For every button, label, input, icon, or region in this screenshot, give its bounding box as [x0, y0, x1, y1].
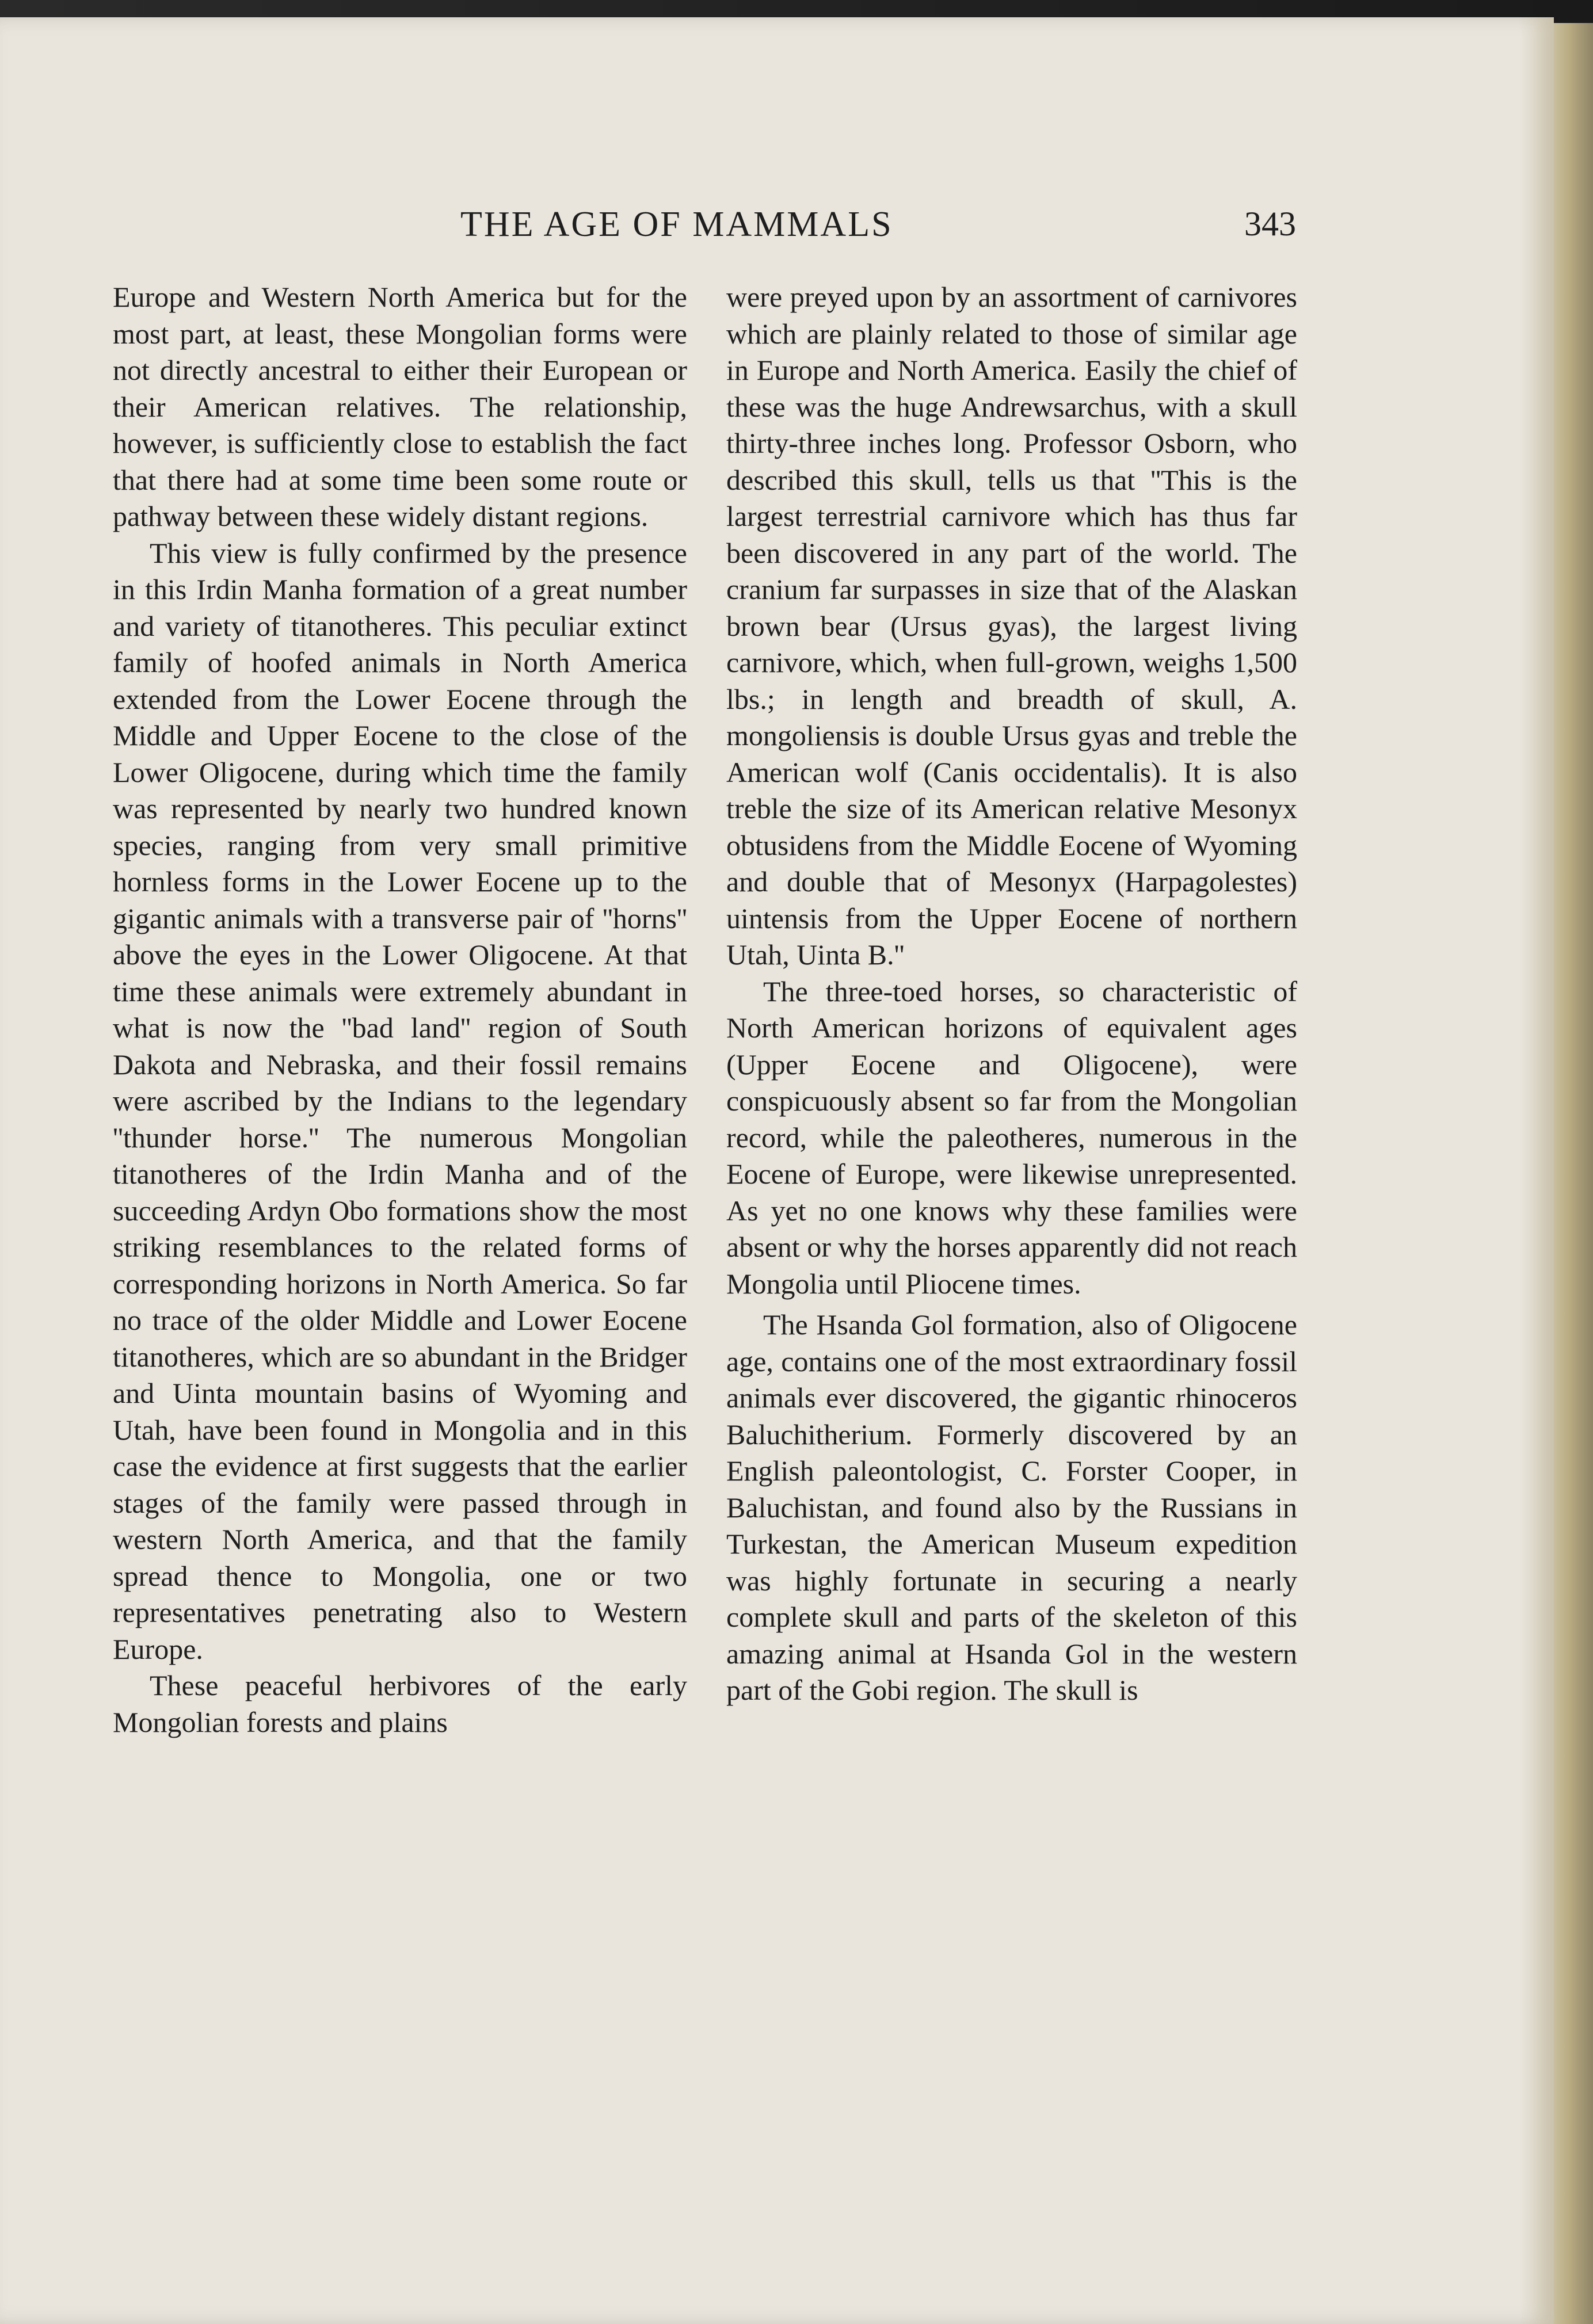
- running-title: THE AGE OF MAMMALS: [460, 205, 893, 244]
- paragraph: These peaceful herbivores of the early Mongolian forests and plains: [113, 1669, 687, 1738]
- paragraph: Europe and Western North America but for the most part, at least, these Mongolian forms were not directly ancestral to either their European or their American relatives. The relationship, however, is sufficiently close to establish the fact that there had at some time been some route or pathway between these widely distant regions.: [113, 281, 687, 532]
- paragraph: were preyed upon by an assortment of carnivores which are plainly related to those of similar age in Europe and North America. Easily the chief of these was the huge Andrewsarchus, with a skull thirty-three inches long. Professor Osborn, who described this skull, tells us that ''This is the largest terrestrial carnivore which has thus far been discovered in any part of the world. The cranium far surpasses in size that of the Alaskan brown bear (Ursus gyas), the largest living carnivore, which, when full-grown, weighs 1,500 lbs.; in length and breadth of skull, A. mongoliensis is double Ursus gyas and treble the American wolf (Canis occidentalis). It is also treble the size of its American relative Mesonyx obtusidens from the Middle Eocene of Wyoming and double that of Mesonyx (Harpagolestes) uintensis from the Upper Eocene of northern Utah, Uinta B.'': [726, 281, 1297, 971]
- page-fold-shadow: [1519, 17, 1554, 2324]
- paragraph: The three-toed horses, so characteristic of North American horizons of equivalent ages (Upper Eocene and Oligocene), were conspicuously absent so far from the Mongolian record, while the paleotheres, numerous in the Eocene of Europe, were likewise unrepresented. As yet no one knows why these families were absent or why the horses apparently did not reach Mongolia until Pliocene times.: [726, 975, 1297, 1300]
- page-edge: [1554, 23, 1593, 2324]
- paragraph: This view is fully confirmed by the presence in this Irdin Manha formation of a great number and variety of titanotheres. This peculiar extinct family of hoofed animals in North America extended from the Lower Eocene through the Middle and Upper Eocene to the close of the Lower Oligocene, during which time the family was represented by nearly two hundred known species, ranging from very small primitive hornless forms in the Lower Eocene up to the gigantic animals with a transverse pair of ''horns'' above the eyes in the Lower Oligocene. At that time these animals were extremely abundant in what is now the ''bad land'' region of South Dakota and Nebraska, and their fossil remains were ascribed by the Indians to the legendary ''thunder horse.'' The numerous Mongolian titanotheres of the Irdin Manha and of the succeeding Ardyn Obo formations show the most striking resemblances to the related forms of corresponding horizons in North America. So far no trace of the older Middle and Lower Eocene titanotheres, which are so abundant in the Bridger and Uinta mountain basins of Wyoming and Utah, have been found in Mongolia and in this case the evidence at first suggests that the earlier stages of the family were passed through in western North America, and that the family spread thence to Mongolia, one or two representatives penetrating also to Western Europe.: [113, 536, 687, 1665]
- page-number: 343: [1244, 205, 1296, 243]
- page-header: [0, 204, 1554, 250]
- right-column: [726, 279, 1297, 1709]
- paragraph: The Hsanda Gol formation, also of Oligocene age, contains one of the most extraordinary fossil animals ever discovered, the gigantic rhinoceros Baluchitherium. Formerly discovered by an English paleontologist, C. Forster Cooper, in Baluchistan, and found also by the Russians in Turkestan, the American Museum expedition was highly fortunate in securing a nearly complete skull and parts of the skeleton of this amazing animal at Hsanda Gol in the western part of the Gobi region. The skull is: [726, 1308, 1297, 1706]
- left-column: [113, 279, 687, 1741]
